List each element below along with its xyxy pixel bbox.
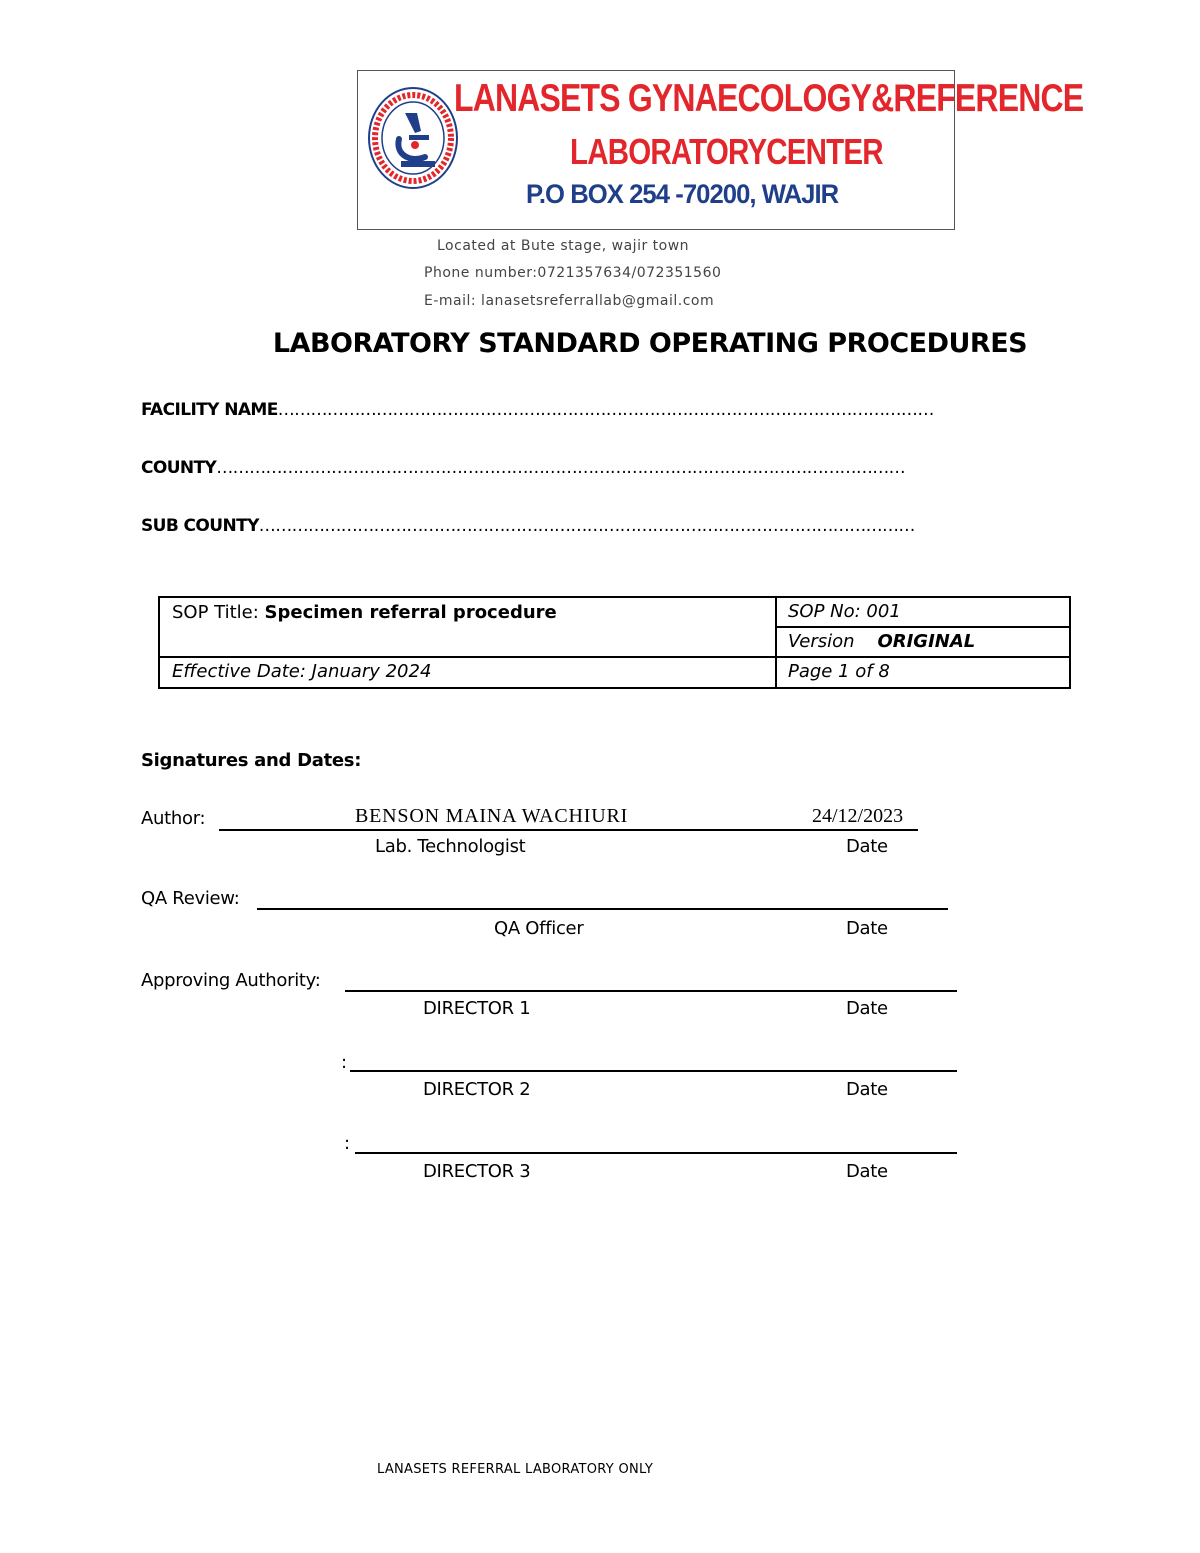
qa-review-label: QA Review: xyxy=(141,888,240,909)
letterhead-logo xyxy=(357,70,1084,230)
director2-role: DIRECTOR 2 xyxy=(423,1079,531,1100)
laboratory-seal-icon xyxy=(365,83,461,193)
director2-date-label: Date xyxy=(846,1079,888,1100)
sop-title-label: SOP Title: xyxy=(172,602,265,623)
author-date: 24/12/2023 xyxy=(812,805,904,827)
author-label: Author: xyxy=(141,808,206,829)
sop-info-table xyxy=(158,596,1071,689)
county-field[interactable] xyxy=(141,458,905,478)
county-dots: ……………………………………………………………………………………………………………… xyxy=(216,458,906,478)
county-label: COUNTY xyxy=(141,458,217,478)
director3-role: DIRECTOR 3 xyxy=(423,1161,531,1182)
facility-name-dots: ………………………………………………………………………………………………………… xyxy=(277,400,934,420)
facility-name-label: FACILITY NAME xyxy=(141,400,278,420)
director1-role: DIRECTOR 1 xyxy=(423,998,531,1019)
table-divider xyxy=(777,626,1069,628)
sub-county-label: SUB COUNTY xyxy=(141,516,259,536)
logo-title-line1: LANASETS GYNAECOLOGY&REFERENCE xyxy=(454,77,1084,120)
qa-officer-role: QA Officer xyxy=(494,918,584,939)
director1-signature-line[interactable] xyxy=(345,990,957,992)
version-label: Version xyxy=(788,631,855,652)
director3-colon: : xyxy=(344,1133,350,1154)
contact-email: E-mail: lanasetsreferrallab@gmail.com xyxy=(424,293,715,309)
director3-date-label: Date xyxy=(846,1161,888,1182)
approving-authority-label: Approving Authority: xyxy=(141,970,321,991)
sop-number-cell: SOP No: 001 xyxy=(788,601,901,622)
page-number-cell: Page 1 of 8 xyxy=(788,661,890,682)
contact-phone: Phone number:0721357634/072351560 xyxy=(424,265,722,281)
author-role: Lab. Technologist xyxy=(375,836,526,857)
director2-colon: : xyxy=(341,1052,347,1073)
table-divider xyxy=(777,656,1069,658)
qa-signature-line[interactable] xyxy=(257,908,948,910)
qa-date-label: Date xyxy=(846,918,888,939)
logo-title-line2: LABORATORYCENTER xyxy=(570,131,883,172)
document-title: LABORATORY STANDARD OPERATING PROCEDURES xyxy=(272,328,1028,359)
effective-date-cell: Effective Date: January 2024 xyxy=(172,661,432,682)
version-value: ORIGINAL xyxy=(877,631,976,652)
signatures-heading: Signatures and Dates: xyxy=(141,750,362,771)
contact-location: Located at Bute stage, wajir town xyxy=(437,238,690,254)
author-date-label: Date xyxy=(846,836,888,857)
table-divider xyxy=(160,656,775,658)
logo-address-line: P.O BOX 254 -70200, WAJIR xyxy=(526,179,839,209)
table-divider xyxy=(775,598,777,687)
sub-county-field[interactable] xyxy=(141,516,915,536)
director3-signature-line[interactable] xyxy=(355,1152,957,1154)
version-cell xyxy=(788,631,975,652)
sop-title-cell xyxy=(172,602,557,623)
author-signature-line[interactable] xyxy=(219,829,918,831)
director2-signature-line[interactable] xyxy=(350,1070,957,1072)
sub-county-dots: ………………………………………………………………………………………………………… xyxy=(258,516,915,536)
facility-name-field[interactable] xyxy=(141,400,934,420)
sop-title-value: Specimen referral procedure xyxy=(264,602,557,623)
director1-date-label: Date xyxy=(846,998,888,1019)
author-name: BENSON MAINA WACHIURI xyxy=(355,805,629,827)
page-footer: LANASETS REFERRAL LABORATORY ONLY xyxy=(377,1462,654,1477)
